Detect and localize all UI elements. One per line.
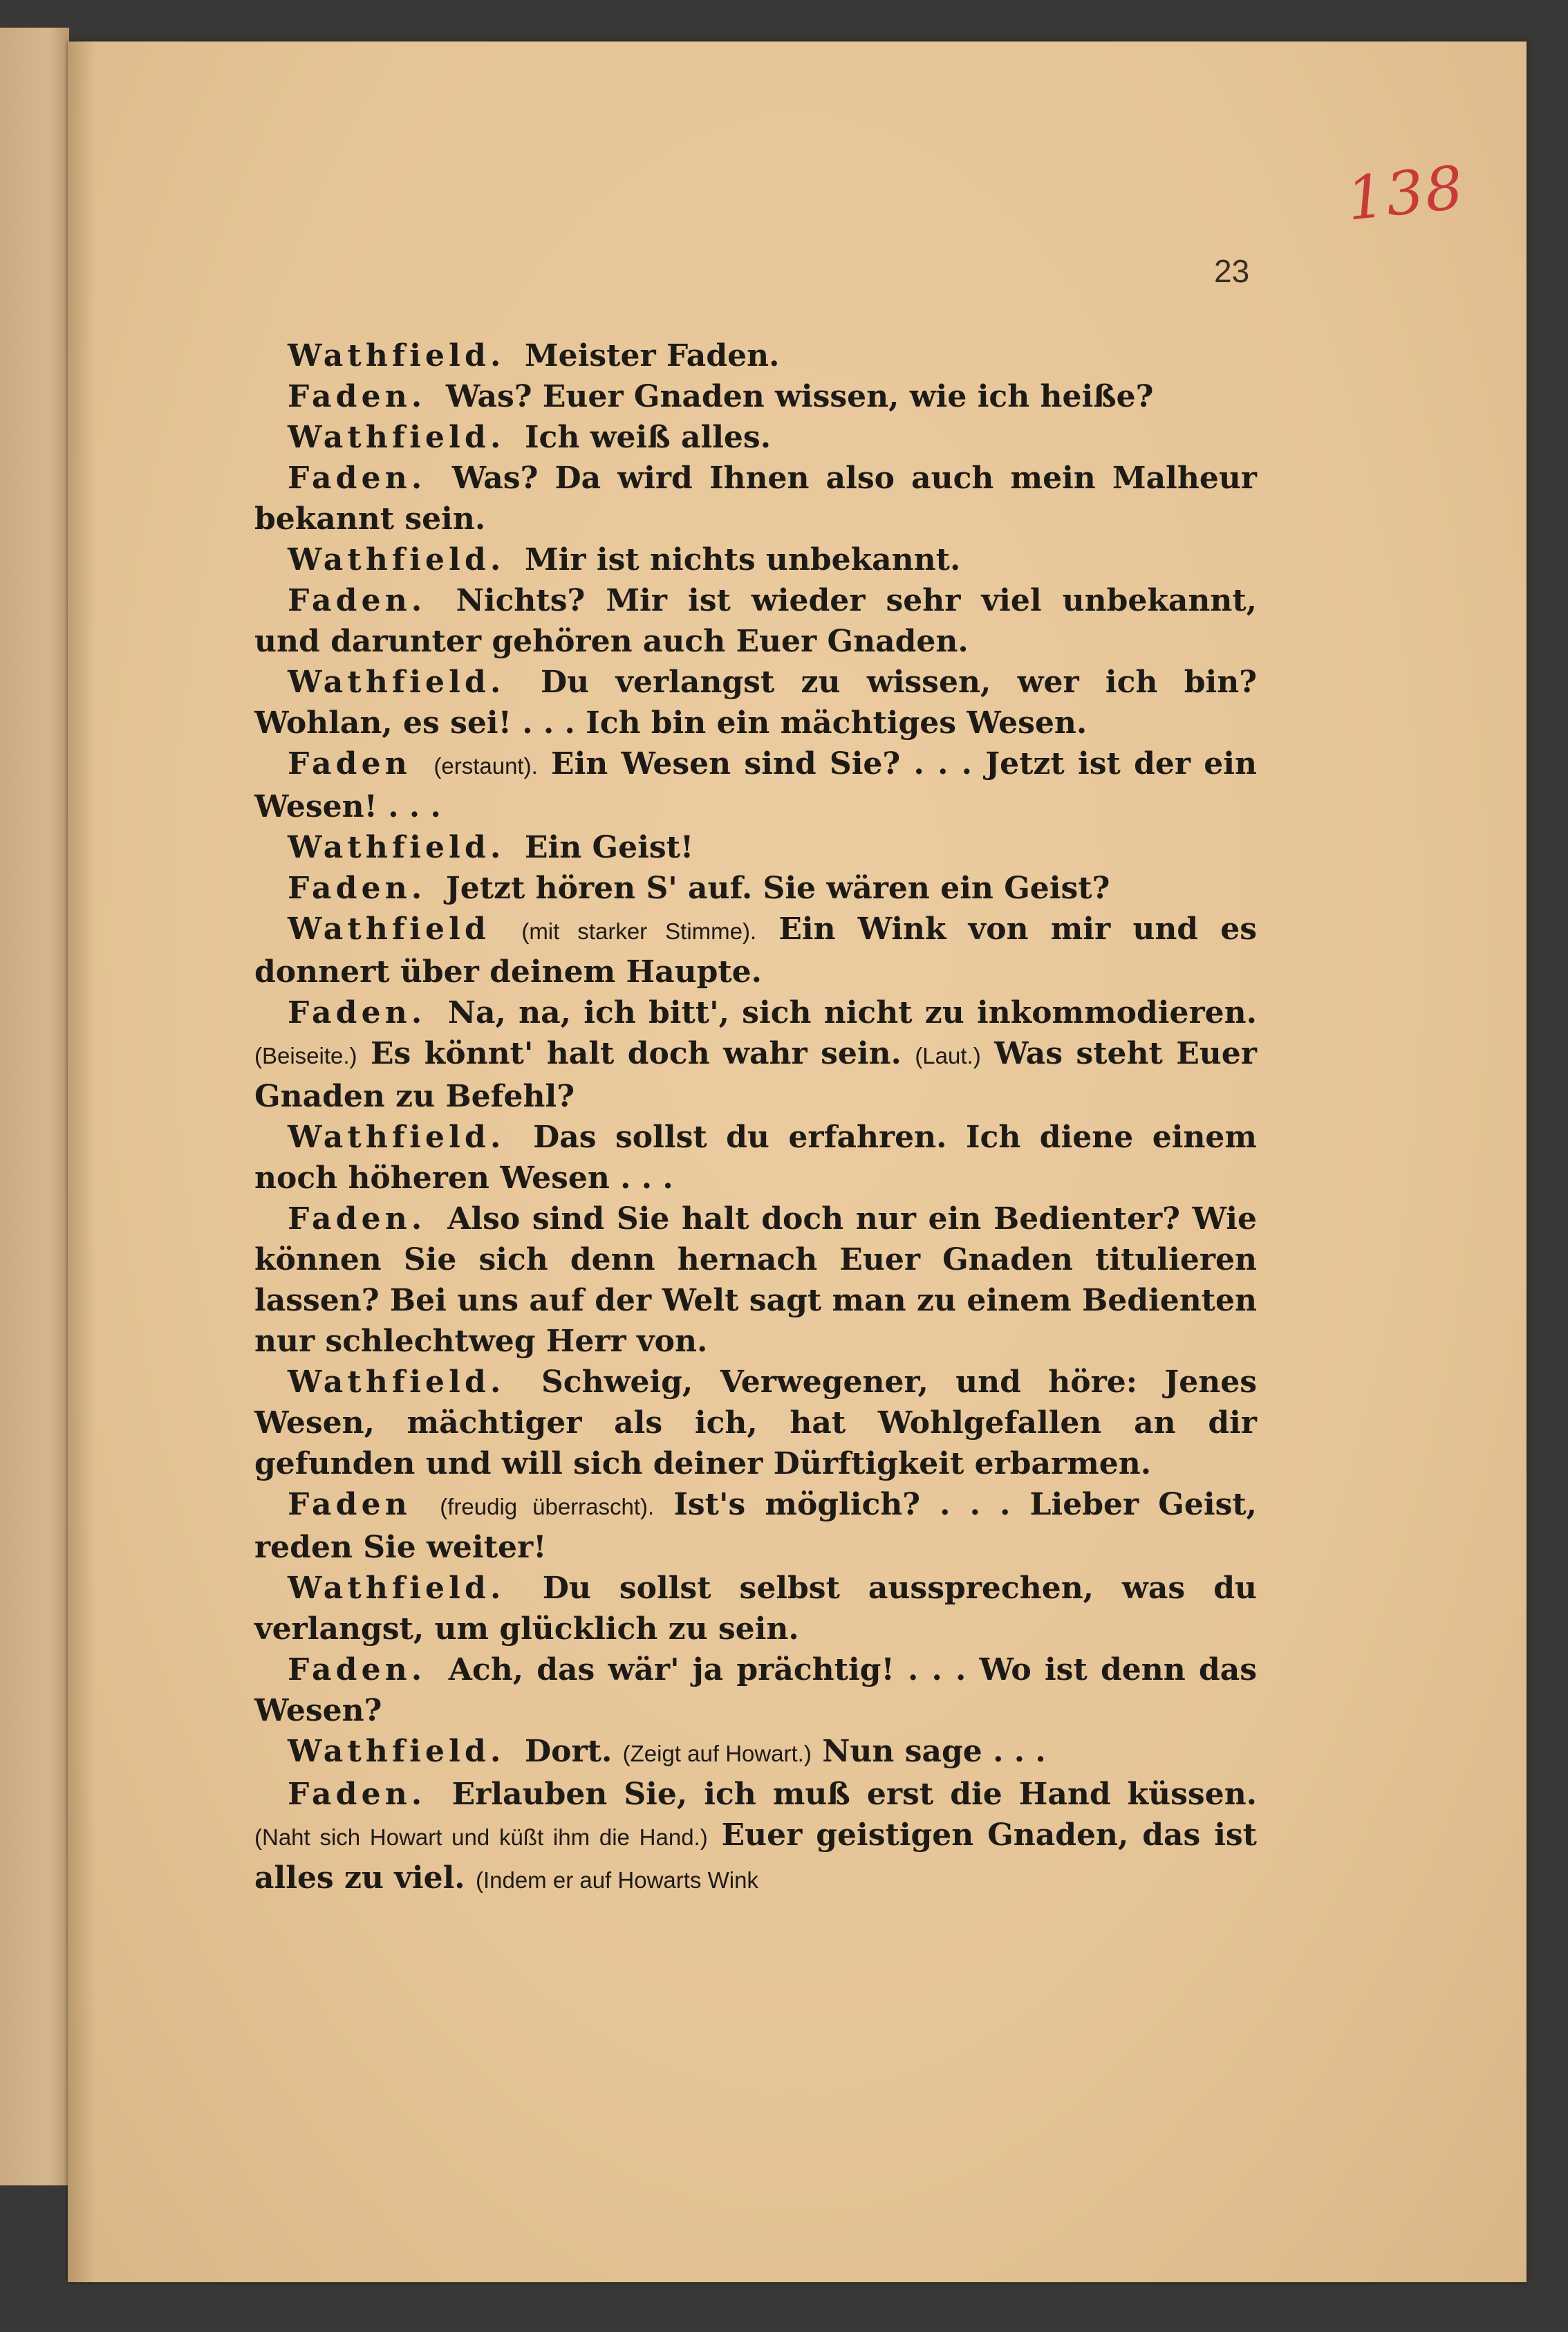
speaker-name: Faden.: [288, 1652, 427, 1687]
dialogue-paragraph: [254, 1117, 1257, 1199]
speaker-name: Wathfield.: [288, 830, 505, 865]
book-page: [68, 41, 1527, 2282]
dialogue-paragraph: [254, 1649, 1257, 1731]
spoken-line: Du verlangst zu wissen, wer ich bin? Wohlan, es sei! . . . Ich bin ein mächtiges Wesen.: [254, 665, 1257, 741]
spoken-line: Ein Wesen sind Sie? . . . Jetzt ist der ein Wesen! . . .: [254, 746, 1257, 824]
spoken-line: Was? Euer Gnaden wissen, wie ich heiße?: [445, 379, 1154, 414]
dialogue-paragraph: [254, 662, 1257, 743]
speaker-name: Faden.: [288, 871, 427, 906]
dialogue-paragraph: [254, 1484, 1257, 1568]
speaker-name: Faden: [288, 1487, 411, 1522]
spoken-line: Ein Geist!: [524, 830, 694, 865]
dialogue-paragraph: [254, 827, 1257, 868]
speaker-name: Wathfield.: [288, 1571, 505, 1606]
spoken-line: Na, na, ich bitt', sich nicht zu inkommodieren.: [447, 995, 1257, 1030]
spoken-line: Dort.: [524, 1734, 613, 1769]
spoken-line: Es könnt' halt doch wahr sein.: [371, 1036, 902, 1071]
spoken-line: Du sollst selbst aussprechen, was du verlangst, um glücklich zu sein.: [254, 1571, 1257, 1647]
spoken-line: Das sollst du erfahren. Ich diene einem noch höheren Wesen . . .: [254, 1120, 1257, 1196]
spoken-line: Erlauben Sie, ich muß erst die Hand küssen.: [451, 1777, 1257, 1812]
spoken-line: Nun sage . . .: [822, 1734, 1046, 1769]
spoken-line: Was steht Euer Gnaden zu Befehl?: [254, 1036, 1257, 1114]
dialogue-paragraph: [254, 1362, 1257, 1484]
speaker-name: Faden.: [288, 1201, 427, 1237]
speaker-name: Wathfield.: [288, 338, 505, 373]
stage-direction: (mit starker Stimme).: [521, 918, 757, 944]
stage-direction: (Beiseite.): [254, 1043, 357, 1068]
dialogue-paragraph: [254, 539, 1257, 580]
speaker-name: Wathfield.: [288, 420, 505, 455]
dialogue-paragraph: [254, 1731, 1257, 1774]
spoken-line: Schweig, Verwegener, und höre: Jenes Wesen, mächtiger als ich, hat Wohlgefallen an dir gefunden und will sich deiner Dürftigkeit erbarmen.: [254, 1364, 1257, 1481]
speaker-name: Faden.: [288, 1777, 427, 1812]
dialogue-paragraph: [254, 458, 1257, 539]
dialogue-paragraph: [254, 743, 1257, 827]
speaker-name: Wathfield.: [288, 1120, 505, 1155]
page-number: 23: [1214, 253, 1250, 289]
speaker-name: Wathfield.: [288, 1364, 505, 1400]
spoken-line: Ein Wink von mir und es donnert über deinem Haupte.: [254, 911, 1257, 990]
stage-direction: (Naht sich Howart und küßt ihm die Hand.): [254, 1824, 708, 1850]
dialogue-paragraph: [254, 909, 1257, 992]
spoken-line: Ach, das wär' ja prächtig! . . . Wo ist denn das Wesen?: [254, 1652, 1257, 1728]
dialogue-paragraph: [254, 580, 1257, 662]
adjacent-page-edge: [0, 28, 69, 2185]
dialogue-paragraph: [254, 1774, 1257, 1900]
spoken-line: Mir ist nichts unbekannt.: [524, 542, 961, 577]
stage-direction: (Indem er auf Howarts Wink: [475, 1867, 758, 1893]
speaker-name: Wathfield.: [288, 542, 505, 577]
spoken-line: Was? Da wird Ihnen also auch mein Malheur bekannt sein.: [254, 461, 1257, 537]
spoken-line: Also sind Sie halt doch nur ein Bedienter? Wie können Sie sich denn hernach Euer Gnaden titulieren lassen? Bei uns auf der Welt sagt man zu einem Bedienten nur schlechtweg Herr von.: [254, 1201, 1257, 1359]
dialogue-paragraph: [254, 335, 1257, 376]
dialogue-text: [254, 335, 1257, 1900]
dialogue-paragraph: [254, 376, 1257, 417]
speaker-name: Faden.: [288, 995, 427, 1030]
speaker-name: Wathfield: [288, 911, 490, 947]
handwritten-folio-number: 138: [1343, 153, 1468, 234]
speaker-name: Wathfield.: [288, 665, 505, 700]
dialogue-paragraph: [254, 1199, 1257, 1362]
spoken-line: Euer geistigen Gnaden, das ist alles zu viel.: [254, 1817, 1258, 1896]
spoken-line: Nichts? Mir ist wieder sehr viel unbekannt, und darunter gehören auch Euer Gnaden.: [254, 583, 1257, 659]
spoken-line: Meister Faden.: [524, 338, 780, 373]
speaker-name: Faden.: [288, 379, 427, 414]
stage-direction: (freudig überrascht).: [440, 1494, 655, 1519]
dialogue-paragraph: [254, 1568, 1257, 1649]
dialogue-paragraph: [254, 992, 1257, 1117]
dialogue-paragraph: [254, 417, 1257, 458]
speaker-name: Faden.: [288, 461, 427, 496]
stage-direction: (erstaunt).: [433, 753, 538, 779]
dialogue-paragraph: [254, 868, 1257, 909]
spoken-line: Jetzt hören S' auf. Sie wären ein Geist?: [445, 871, 1110, 906]
spoken-line: Ich weiß alles.: [524, 420, 772, 455]
stage-direction: (Zeigt auf Howart.): [622, 1741, 812, 1766]
speaker-name: Faden.: [288, 583, 427, 618]
speaker-name: Faden: [288, 746, 411, 781]
speaker-name: Wathfield.: [288, 1734, 505, 1769]
stage-direction: (Laut.): [915, 1043, 981, 1068]
spoken-line: Ist's möglich? . . . Lieber Geist, reden Sie weiter!: [254, 1487, 1257, 1565]
